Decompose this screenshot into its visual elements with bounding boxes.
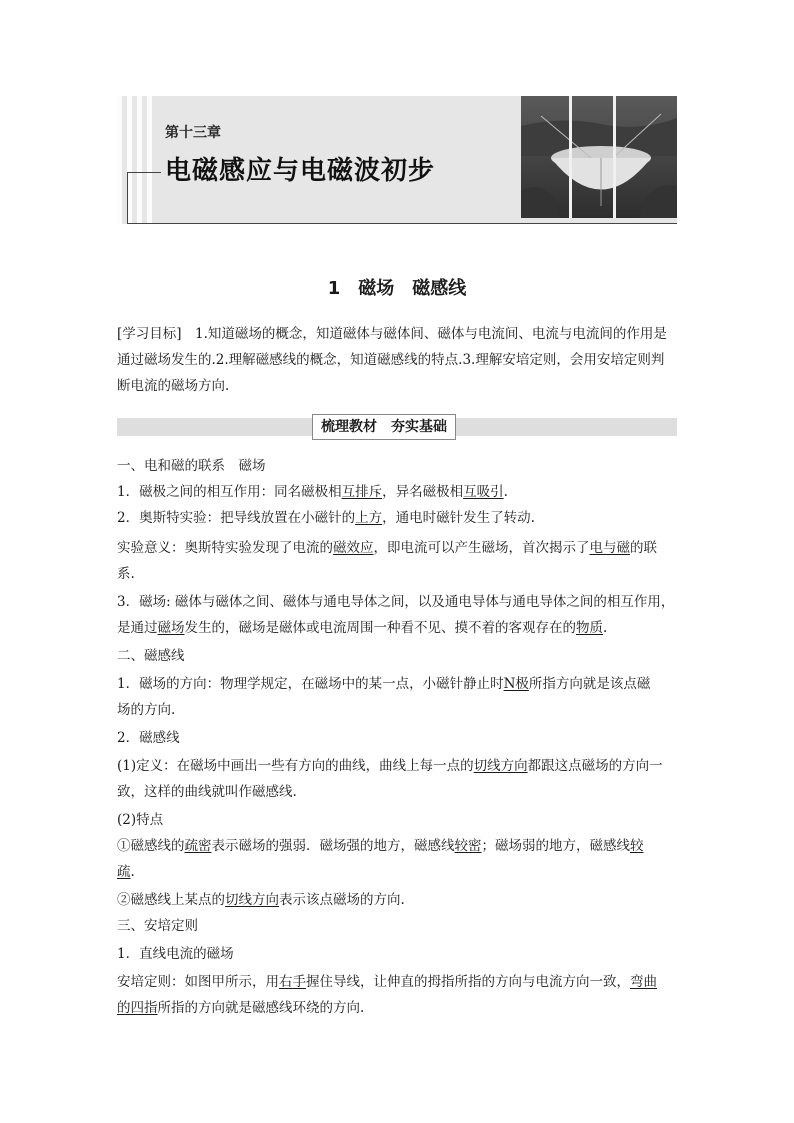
telescope-photo <box>521 96 677 218</box>
paragraph-12-cont: 的四指所指的方向就是磁感线环绕的方向. <box>117 1000 365 1016</box>
paragraph-5-cont: 场的方向. <box>117 702 176 718</box>
paragraph-7-cont: 致，这样的曲线就叫作磁感线. <box>117 784 297 800</box>
paragraph-1: 1．磁极之间的相互作用：同名磁极相互排斥，异名磁极相互吸引. <box>117 484 508 500</box>
paragraph-8: (2)特点 <box>117 812 164 828</box>
paragraph-11: 1．直线电流的磁场 <box>117 946 234 962</box>
banner-decoration-stripes <box>117 96 157 224</box>
paragraph-4: 3．磁场: 磁体与磁体之间、磁体与通电导体之间，以及通电导体与通电导体之间的相互作用， <box>117 594 675 610</box>
heading-2: 二、磁感线 <box>117 648 185 664</box>
paragraph-3: 实验意义：奥斯特实验发现了电流的磁效应，即电流可以产生磁场，首次揭示了电与磁的联 <box>117 540 657 556</box>
banner-line-horizontal <box>127 172 161 173</box>
objectives-line-1: [学习目标] 1.知道磁场的概念，知道磁体与磁体间、磁体与电流间、电流与电流间的作用是 <box>117 326 667 342</box>
section-header-label: 梳理教材 夯实基础 <box>312 414 456 440</box>
radio-telescope-image <box>521 96 677 218</box>
paragraph-12: 安培定则：如图甲所示，用右手握住导线，让伸直的拇指所指的方向与电流方向一致，弯曲 <box>117 974 657 990</box>
heading-1: 一、电和磁的联系 磁场 <box>117 458 266 474</box>
chapter-banner <box>117 96 677 224</box>
chapter-title: 电磁感应与电磁波初步 <box>165 156 436 186</box>
paragraph-4-cont: 是通过磁场发生的，磁场是磁体或电流周围一种看不见、摸不着的客观存在的物质. <box>117 620 608 636</box>
paragraph-2: 2．奥斯特实验：把导线放置在小磁针的上方，通电时磁针发生了转动. <box>117 510 535 526</box>
paragraph-7: (1)定义：在磁场中画出一些有方向的曲线，曲线上每一点的切线方向都跟这点磁场的方向一 <box>117 758 663 774</box>
heading-3: 三、安培定则 <box>117 918 198 934</box>
objectives-label: [学习目标] <box>117 326 182 342</box>
chapter-label: 第十三章 <box>165 125 221 141</box>
paragraph-9: ①磁感线的疏密表示磁场的强弱．磁场强的地方，磁感线较密；磁场弱的地方，磁感线较 <box>117 838 644 854</box>
banner-line-vertical <box>127 172 128 224</box>
paragraph-6: 2．磁感线 <box>117 730 180 746</box>
paragraph-5: 1．磁场的方向：物理学规定，在磁场中的某一点，小磁针静止时N极所指方向就是该点磁 <box>117 676 651 692</box>
paragraph-9-cont: 疏. <box>117 864 135 880</box>
objectives-line-3: 断电流的磁场方向. <box>117 378 230 394</box>
lesson-title: 1 磁场 磁感线 <box>327 278 467 299</box>
banner-line-bottom <box>127 223 677 224</box>
paragraph-10: ②磁感线上某点的切线方向表示该点磁场的方向. <box>117 892 405 908</box>
paragraph-3-cont: 系. <box>117 566 135 582</box>
objectives-line-2: 通过磁场发生的.2.理解磁感线的概念，知道磁感线的特点.3.理解安培定则，会用安培定则判 <box>117 352 665 368</box>
